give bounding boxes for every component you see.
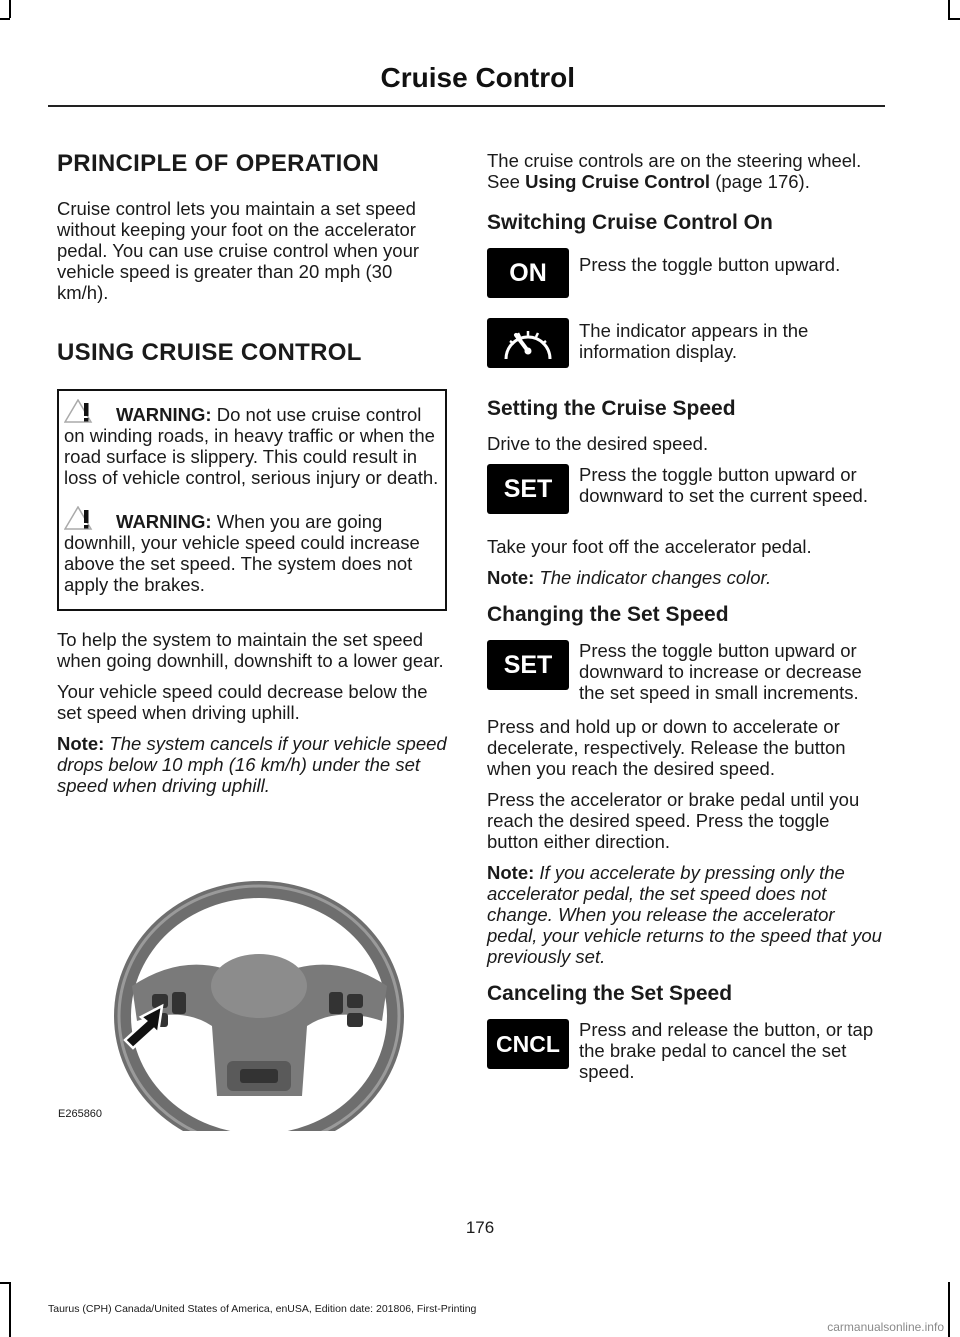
header-divider <box>48 105 885 107</box>
note-label: Note: <box>57 733 105 754</box>
warning-label: WARNING: <box>116 404 212 425</box>
cncl-instruction <box>487 1019 882 1095</box>
set-text: Press the toggle button upward or downward to set the current speed. <box>579 464 868 506</box>
intro-text <box>487 150 882 192</box>
note-label: Note: <box>487 567 535 588</box>
set2-text: Press the toggle button upward or downward to increase or decrease the set speed in small increments. <box>579 640 862 703</box>
steering-wheel-illustration <box>57 856 407 1131</box>
on-instruction <box>487 248 882 312</box>
set-button-icon <box>487 640 569 690</box>
hold-text: Press and hold up or down to accelerate or decelerate, respectively. Release the button when you reach the desired speed. <box>487 716 846 779</box>
uphill-text: Your vehicle speed could decrease below the set speed when driving uphill. <box>57 681 428 723</box>
left-column <box>57 150 447 796</box>
set-label: SET <box>503 650 553 679</box>
switching-heading: Switching Cruise Control On <box>487 211 773 234</box>
setting-heading: Setting the Cruise Speed <box>487 397 736 420</box>
principle-heading: PRINCIPLE OF OPERATION <box>57 150 380 177</box>
note-text: The system cancels if your vehicle speed drops below 10 mph (16 km/h) under the set speed when driving uphill. <box>57 733 447 796</box>
intro-pre: The cruise controls are on the steering wheel. See <box>487 150 862 192</box>
note <box>57 733 447 796</box>
drive-text: Drive to the desired speed. <box>487 433 709 454</box>
speedometer-icon <box>498 321 558 365</box>
set2-instruction <box>487 640 882 706</box>
cncl-button-icon <box>487 1019 569 1069</box>
figure-code: E265860 <box>58 1108 103 1120</box>
indicator-instruction <box>487 318 882 382</box>
note-accelerate <box>487 862 882 967</box>
on-text: Press the toggle button upward. <box>579 254 841 275</box>
crop-mark <box>948 18 960 20</box>
note-indicator <box>487 567 882 588</box>
intro-post: (page 176). <box>710 171 810 192</box>
pedal-text: Press the accelerator or brake pedal until you reach the desired speed. Press the toggle button either direction. <box>487 789 860 852</box>
set-button-icon <box>487 464 569 514</box>
set-instruction <box>487 464 882 534</box>
on-button-icon <box>487 248 569 298</box>
crop-mark <box>0 18 10 20</box>
crop-mark <box>948 1282 950 1337</box>
warning-item <box>64 399 441 488</box>
canceling-heading: Canceling the Set Speed <box>487 982 733 1005</box>
cncl-label: CNCL <box>496 1030 560 1057</box>
cncl-text: Press and release the button, or tap the brake pedal to cancel the set speed. <box>579 1019 874 1082</box>
cruise-indicator-icon <box>487 318 569 368</box>
crop-mark <box>948 0 950 18</box>
warning-triangle-icon <box>64 506 116 530</box>
warning-text: Do not use cruise control on winding roads, in heavy traffic or when the road surface is slippery. This could result in loss of vehicle control, serious injury or death. <box>64 404 439 488</box>
footer-edition: Taurus (CPH) Canada/United States of America, enUSA, Edition date: 201806, First-Printing <box>48 1303 477 1315</box>
warning-item <box>64 506 441 595</box>
downshift-text: To help the system to maintain the set speed when going downhill, downshift to a lower gear. <box>57 629 444 671</box>
warning-text: When you are going downhill, your vehicle speed could increase above the set speed. The system does not apply the brakes. <box>64 511 420 595</box>
note-text: If you accelerate by pressing only the accelerator pedal, the set speed does not change. When you release the accelerator pedal, your vehicle returns to the speed that you previously set. <box>487 862 882 967</box>
cross-reference-link[interactable]: Using Cruise Control <box>525 171 711 192</box>
crop-mark <box>9 1282 11 1337</box>
crop-mark <box>0 1282 10 1284</box>
indicator-text: The indicator appears in the information display. <box>579 320 809 362</box>
crop-mark <box>9 0 11 18</box>
changing-heading: Changing the Set Speed <box>487 603 729 626</box>
using-heading: USING CRUISE CONTROL <box>57 339 362 366</box>
page-title: Cruise Control <box>380 62 575 93</box>
warning-triangle-icon <box>64 399 116 423</box>
note-label: Note: <box>487 862 535 883</box>
set-label: SET <box>503 474 553 503</box>
foot-text: Take your foot off the accelerator pedal. <box>487 536 812 557</box>
principle-text: Cruise control lets you maintain a set speed without keeping your foot on the accelerator pedal. You can use cruise control when your vehicle speed is greater than 20 mph (30 km/h). <box>57 198 420 303</box>
page-number: 176 <box>465 1218 495 1237</box>
note-text: The indicator changes color. <box>534 567 772 588</box>
warning-label: WARNING: <box>116 511 212 532</box>
watermark: carmanualsonline.info <box>827 1320 944 1334</box>
on-label: ON <box>509 258 547 287</box>
right-column <box>487 150 882 1095</box>
warning-box <box>57 389 447 611</box>
